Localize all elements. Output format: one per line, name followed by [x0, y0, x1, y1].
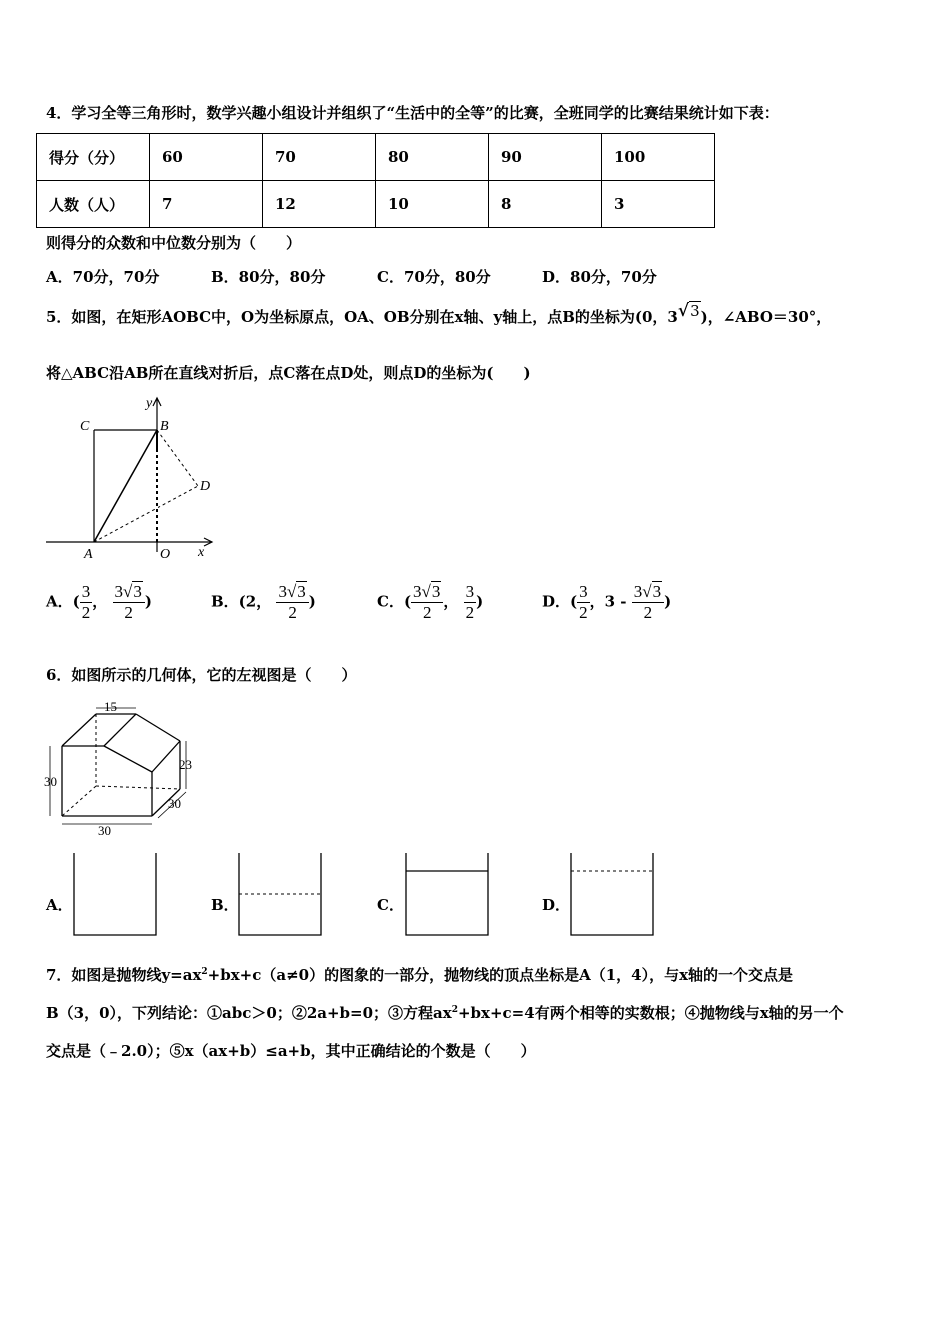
- label-y: y: [146, 396, 153, 411]
- q6-option-a[interactable]: A．: [46, 896, 73, 914]
- denominator: 2: [411, 602, 443, 623]
- edge: [62, 714, 96, 746]
- table-header-score: 得分（分）: [37, 134, 150, 181]
- option-label: D．(: [542, 592, 578, 611]
- label-a: A: [84, 547, 93, 562]
- edge: [136, 714, 180, 741]
- q6-option-c-figure[interactable]: [404, 851, 492, 937]
- fraction: [577, 582, 590, 623]
- q6-option-b-figure[interactable]: [237, 851, 325, 937]
- q4-question: 则得分的众数和中位数分别为（ ）: [46, 234, 302, 252]
- q7-text: B（3，0），下列结论：①abc＞0；②2a+b=0；③方程ax: [46, 1004, 452, 1022]
- q5-stem-line2: 将△ABC沿AB所在直线对折后，点C落在点D处，则点D的坐标为( ): [46, 364, 531, 382]
- q5-option-b[interactable]: [211, 582, 316, 623]
- table-row: [37, 134, 715, 181]
- diagonal-ab: [94, 430, 157, 542]
- coefficient: 3: [278, 582, 287, 601]
- denominator: 2: [276, 602, 308, 623]
- table-cell: 100: [602, 134, 715, 181]
- dim-label-bottom: 30: [98, 823, 111, 838]
- table-cell: 60: [150, 134, 263, 181]
- score-table: [36, 133, 715, 228]
- edge: [104, 714, 136, 746]
- option-label: A．(: [46, 592, 80, 611]
- segment-bd: [157, 430, 198, 486]
- sqrt-symbol: √3: [286, 582, 306, 601]
- numerator: 3: [465, 582, 475, 601]
- close-paren: ): [308, 592, 316, 611]
- separator: ，3 -: [589, 592, 627, 611]
- dim-label-left: 30: [44, 774, 57, 789]
- q5-stem-text-2: )，∠ABO＝30°，: [700, 308, 832, 326]
- sqrt-arg: 3: [133, 582, 142, 601]
- table-row: [37, 181, 715, 228]
- sqrt-arg: 3: [297, 582, 306, 601]
- table-cell: 80: [376, 134, 489, 181]
- q6-stem: 6．如图所示的几何体，它的左视图是（ ）: [46, 666, 357, 684]
- q6-option-c[interactable]: C．: [377, 896, 404, 914]
- option-label: C．(: [377, 592, 412, 611]
- numerator: 3: [579, 582, 588, 601]
- table-header-count: 人数（人）: [37, 181, 150, 228]
- sqrt-symbol: √3: [123, 582, 142, 601]
- denominator: 2: [579, 603, 588, 622]
- denominator: 2: [113, 602, 145, 623]
- sqrt-arg: 3: [690, 302, 700, 320]
- hidden-edge: [62, 786, 96, 816]
- numerator: 3: [81, 582, 91, 601]
- table-cell: 3: [602, 181, 715, 228]
- close-paren: ): [476, 592, 484, 611]
- q7-text: +bx+c=4有两个相等的实数根；④抛物线与x轴的另一个: [457, 1004, 844, 1022]
- table-cell: 10: [376, 181, 489, 228]
- q4-option-c[interactable]: C．70分，80分: [377, 268, 491, 286]
- q7-text: 7．如图是抛物线y=ax: [46, 966, 202, 984]
- close-paren: ): [144, 592, 152, 611]
- dim-label-top: 15: [104, 699, 117, 714]
- table-cell: 90: [489, 134, 602, 181]
- q6-option-d-figure[interactable]: [569, 851, 657, 937]
- q5-stem-text: 5．如图，在矩形AOBC中，O为坐标原点，OA、OB分别在x轴、y轴上，点B的坐标为(0，3: [46, 308, 678, 326]
- option-label: B．(2，: [211, 592, 272, 611]
- q4-option-d[interactable]: D．80分，70分: [542, 268, 657, 286]
- sqrt-arg: 3: [431, 582, 441, 601]
- q7-line1: [46, 964, 793, 985]
- q7-text: +bx+c（a≠0）的图象的一部分，抛物线的顶点坐标是A（1，4），与x轴的一个交点是: [207, 966, 794, 984]
- fraction: [113, 582, 145, 623]
- label-o: O: [160, 547, 171, 562]
- q4-stem: 4．学习全等三角形时，数学兴趣小组设计并组织了“生活中的全等”的比赛，全班同学的比赛结果统计如下表：: [46, 104, 779, 122]
- table-cell: 70: [263, 134, 376, 181]
- denominator: 2: [632, 602, 664, 623]
- q6-option-a-figure[interactable]: [72, 851, 160, 937]
- q6-option-b[interactable]: B．: [211, 896, 239, 914]
- edge: [104, 746, 152, 772]
- q4-option-b[interactable]: B．80分，80分: [211, 268, 326, 286]
- dim-label-depth: 30: [168, 796, 181, 811]
- close-paren: ): [664, 592, 672, 611]
- q5-coordinate-figure: [40, 392, 230, 572]
- q5-option-c[interactable]: [377, 582, 483, 623]
- fraction: [464, 582, 477, 623]
- fraction: [411, 582, 443, 623]
- denominator: 2: [81, 603, 91, 622]
- fraction: [632, 582, 664, 623]
- label-x: x: [198, 545, 205, 560]
- dim-label-right: 23: [179, 757, 192, 772]
- label-b: B: [160, 419, 169, 434]
- sqrt-symbol: √3: [677, 301, 700, 321]
- q7-line2: [46, 1002, 844, 1023]
- label-c: C: [80, 419, 90, 434]
- fraction: [276, 582, 308, 623]
- table-cell: 12: [263, 181, 376, 228]
- hidden-edge: [96, 786, 180, 789]
- q5-stem: [46, 301, 832, 327]
- q4-option-a[interactable]: A．70分，70分: [46, 268, 160, 286]
- coefficient: 3: [633, 582, 643, 601]
- table-cell: 8: [489, 181, 602, 228]
- edge: [152, 741, 180, 772]
- table-cell: 7: [150, 181, 263, 228]
- sqrt-arg: 3: [652, 582, 662, 601]
- coefficient: 3: [413, 582, 422, 601]
- q7-line3: 交点是（﹣2.0）；⑤x（ax+b）≤a+b，其中正确结论的个数是（ ）: [46, 1042, 536, 1060]
- sqrt-symbol: √3: [421, 582, 441, 601]
- denominator: 2: [465, 603, 475, 622]
- q6-solid-figure: [40, 694, 200, 840]
- sqrt-symbol: √3: [642, 582, 662, 601]
- label-d: D: [200, 479, 211, 494]
- separator: ，: [92, 592, 108, 611]
- coefficient: 3: [114, 582, 123, 601]
- q5-option-d[interactable]: [542, 582, 671, 623]
- superscript: 2: [201, 967, 208, 977]
- q6-option-d[interactable]: D．: [542, 896, 571, 914]
- q5-option-a[interactable]: [46, 582, 152, 623]
- superscript: 2: [451, 1005, 458, 1015]
- separator: ，: [443, 592, 459, 611]
- fraction: [80, 582, 93, 623]
